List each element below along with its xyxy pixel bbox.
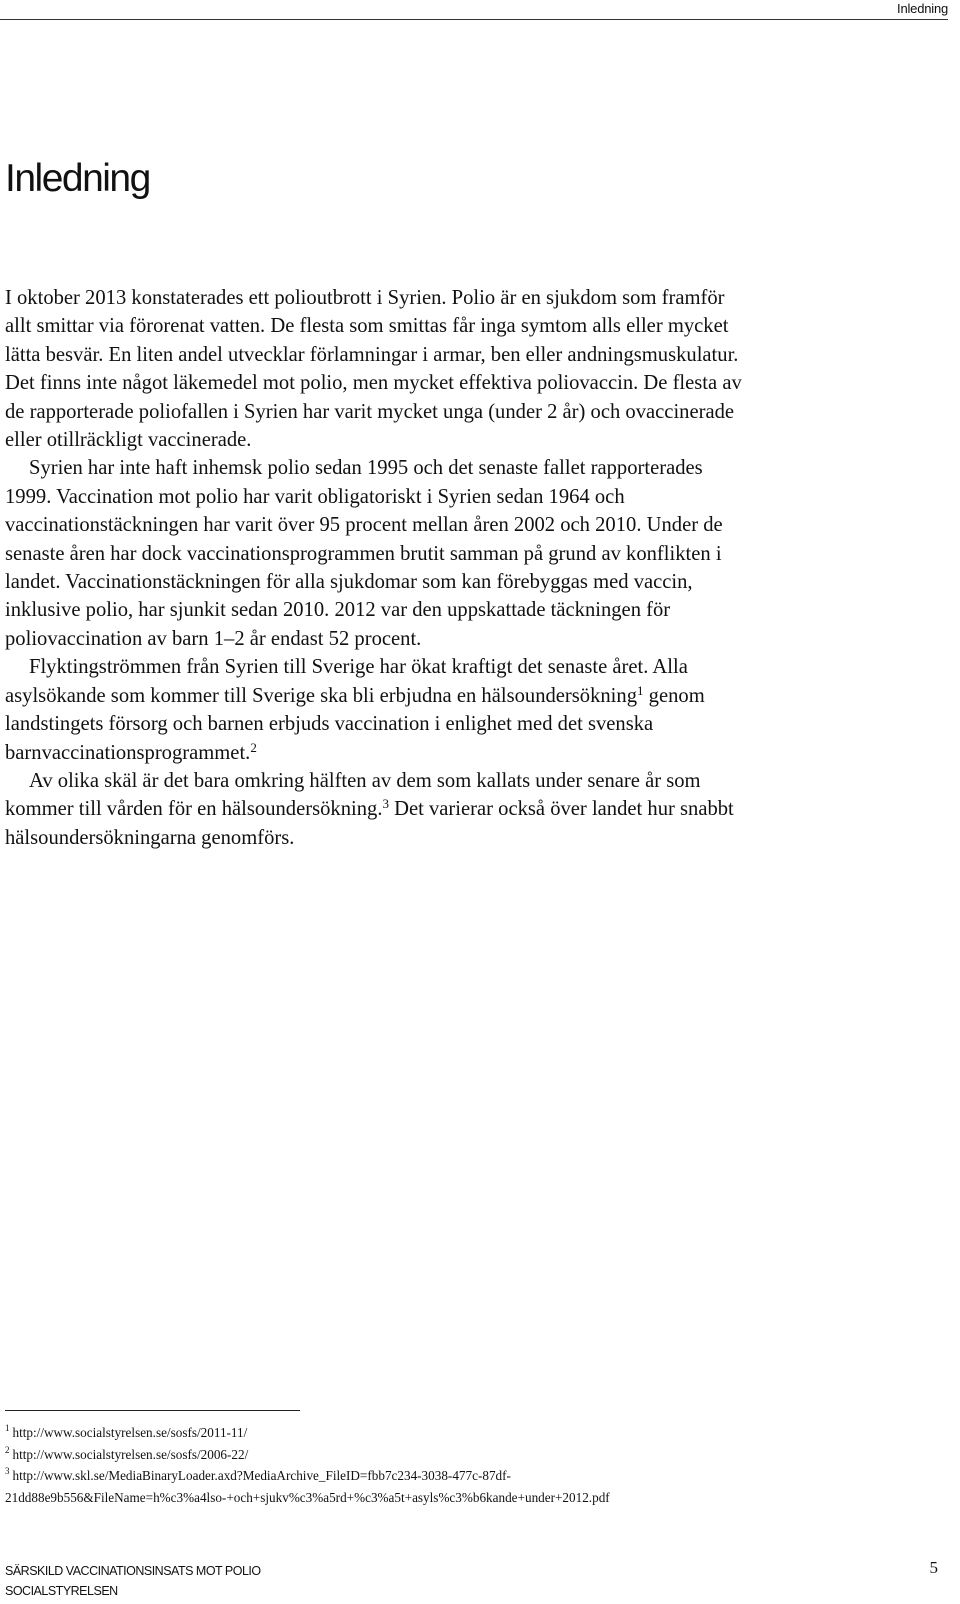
paragraph-4-text-b: Det varierar också över landet hur snabbt hälsoundersökningarna genomförs. xyxy=(5,798,734,849)
footnote-link-1[interactable]: http://www.socialstyrelsen.se/sosfs/2011-11/ xyxy=(12,1425,248,1440)
paragraph-3-text-b: genom landstingets försorg och barnen erbjuds vaccination i enlighet med det svenska barnvaccinationsprogrammet. xyxy=(5,684,705,764)
paragraph-4-text-a: Av olika skäl är det bara omkring hälften av dem som kallats under senare år som kommer till vården för en hälsoundersökning. xyxy=(5,769,701,821)
footnote-ref-1[interactable]: 1 xyxy=(637,682,644,698)
footnote-2 xyxy=(5,1444,905,1466)
paragraph-2: Syrien har inte haft inhemsk polio sedan 1995 och det senaste fallet rapporterades 1999. Vaccination mot polio har varit obligatoriskt i Syrien sedan 1964 och vaccinationstäckningen har varit över 95 procent mellan åren 2002 och 2010. Under de senaste åren har dock vaccinationsprogrammen brutit samman på grund av konflikten i landet. Vaccinationstäckningen för alla sjukdomar som kan förebyggas med vaccin, inklusive polio, har sjunkit sedan 2010. 2012 var den uppskattade täckningen för poliovaccination av barn 1–2 år endast 52 procent. xyxy=(5,457,723,650)
footnote-1 xyxy=(5,1422,905,1444)
footnote-ref-2[interactable]: 2 xyxy=(250,739,257,755)
footnote-3-continued xyxy=(5,1487,905,1509)
paragraph-3 xyxy=(5,653,745,767)
footnote-link-2[interactable]: http://www.socialstyrelsen.se/sosfs/2006-22/ xyxy=(12,1446,249,1462)
paragraph-1: I oktober 2013 konstaterades ett polioutbrott i Syrien. Polio är en sjukdom som framför allt smittar via förorenat vatten. De flesta som smittas får inga symtom alls eller mycket lätta besvär. En liten andel utvecklar förlamningar i armar, ben eller andningsmuskulatur. Det finns inte något läkemedel mot polio, men mycket effektiva poliovaccin. De flesta av de rapporterade poliofallen i Syrien har varit mycket unga (under 2 år) och ovaccinerade eller otillräckligt vaccinerade. xyxy=(5,287,742,452)
running-header xyxy=(0,0,948,20)
body-text xyxy=(5,284,745,852)
paragraph-4 xyxy=(5,767,745,852)
footer-report-title: SÄRSKILD VACCINATIONSINSATS MOT POLIO xyxy=(5,1564,261,1578)
footnote-3 xyxy=(5,1465,905,1487)
footer-publisher: SOCIALSTYRELSEN xyxy=(5,1584,118,1598)
footnote-number-2: 2 xyxy=(5,1444,10,1455)
paragraph-3-text-a: Flyktingströmmen från Syrien till Sverige har ökat kraftigt det senaste året. Alla asylsökande som kommer till Sverige ska bli erbjudna en hälsoundersökning xyxy=(5,656,688,707)
chapter-title: Inledning xyxy=(5,157,150,200)
running-header-title: Inledning xyxy=(897,1,948,16)
footnotes xyxy=(5,1422,905,1508)
footnote-number-1: 1 xyxy=(5,1423,10,1433)
page-footer xyxy=(5,1561,261,1601)
footnote-link-3-line-2[interactable]: 21dd88e9b556&FileName=h%c3%a4lso-+och+sjukv%c3%a5rd+%c3%a5t+asyls%c3%b6kande+under+2012.pdf xyxy=(5,1489,610,1505)
footnote-divider xyxy=(5,1410,300,1411)
footnote-ref-3[interactable]: 3 xyxy=(382,796,389,812)
page-number: 5 xyxy=(929,1558,938,1577)
footnote-link-3-line-1[interactable]: http://www.skl.se/MediaBinaryLoader.axd?MediaArchive_FileID=fbb7c234-3038-477c-87df- xyxy=(12,1468,511,1483)
footnote-number-3: 3 xyxy=(5,1466,10,1476)
